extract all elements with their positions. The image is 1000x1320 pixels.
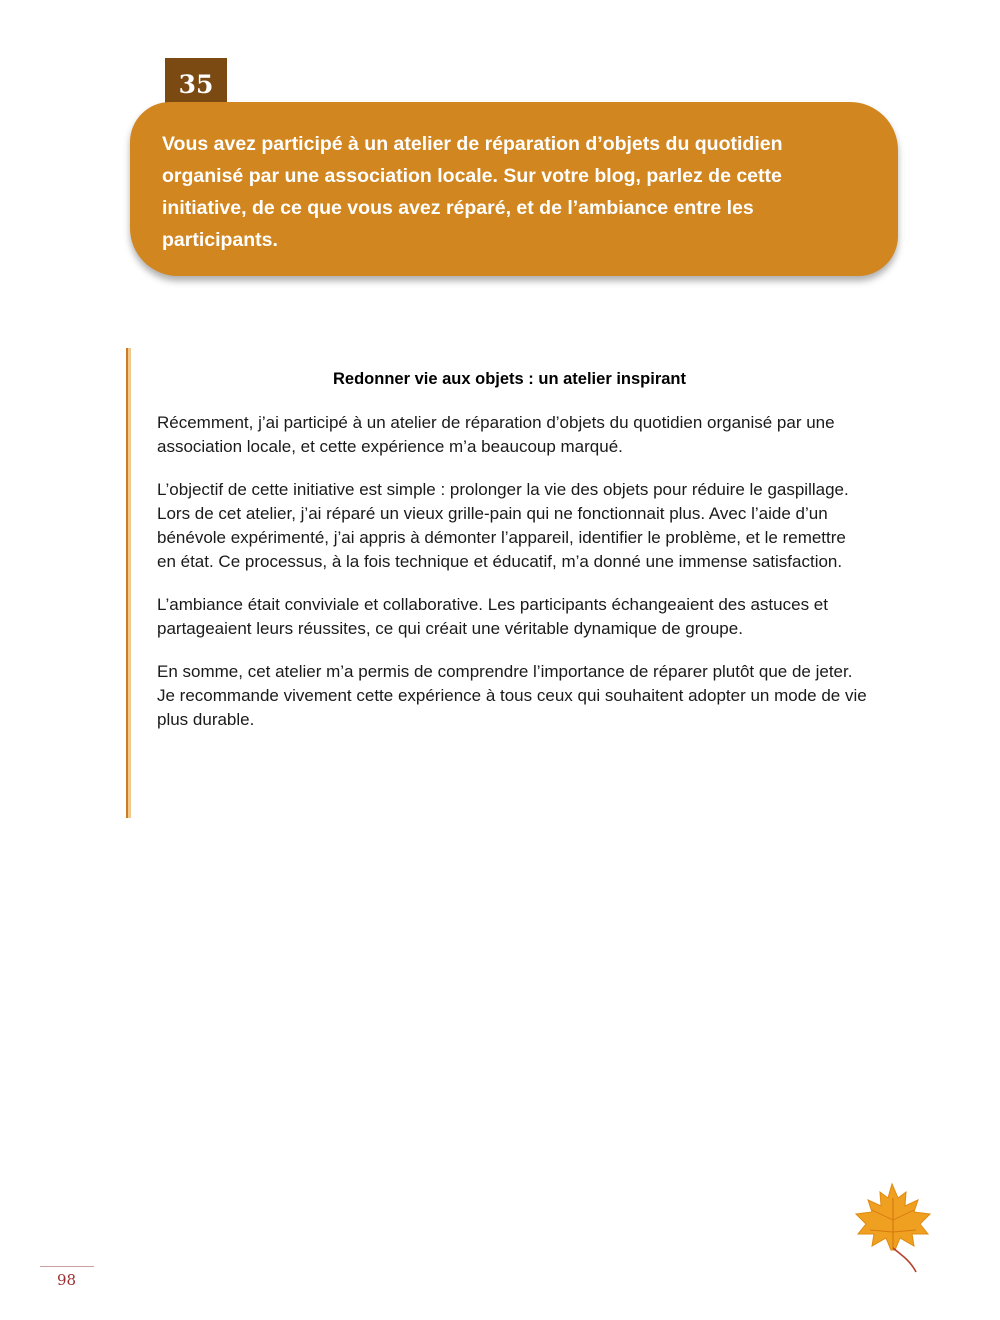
exercise-number: 35 (178, 69, 214, 99)
article-title: Redonner vie aux objets : un atelier inspirant (333, 370, 686, 388)
article-margin-bar (126, 348, 131, 818)
article-paragraph: L’objectif de cette initiative est simple : prolonger la vie des objets pour réduire le gaspillage. Lors de cet atelier, j’ai réparé un vieux grille-pain qui ne fonctionnait plus. Avec l’aide d’un bénévole expérimenté, j’ai appris à démonter l’appareil, identifier le problème, et le remettre en état. Ce processus, à la fois technique et éducatif, m’a donné une immense satisfaction. (157, 480, 849, 571)
page-number: 98 (57, 1271, 77, 1289)
page-number-rule (40, 1266, 94, 1267)
exercise-prompt-box (130, 102, 898, 276)
article-paragraph: L’ambiance était conviviale et collaborative. Les participants échangeaient des astuces et partageaient leurs réussites, ce qui créait une véritable dynamique de groupe. (157, 595, 828, 638)
article-body (157, 411, 869, 751)
article-paragraph: Récemment, j’ai participé à un atelier de réparation d’objets du quotidien organisé par une association locale, et cette expérience m’a beaucoup marqué. (157, 413, 835, 456)
maple-leaf-icon (850, 1180, 936, 1276)
article-paragraph: En somme, cet atelier m’a permis de comprendre l’importance de réparer plutôt que de jeter. Je recommande vivement cette expérience à tous ceux qui souhaitent adopter un mode de vie plus durable. (157, 662, 867, 729)
exercise-prompt-text: Vous avez participé à un atelier de réparation d’objets du quotidien organisé par une association locale. Sur votre blog, parlez de cette initiative, de ce que vous avez réparé, et de l’ambiance entre les participants. (162, 133, 783, 251)
exercise-number-tab (165, 58, 227, 106)
model-answer-article (126, 348, 886, 818)
